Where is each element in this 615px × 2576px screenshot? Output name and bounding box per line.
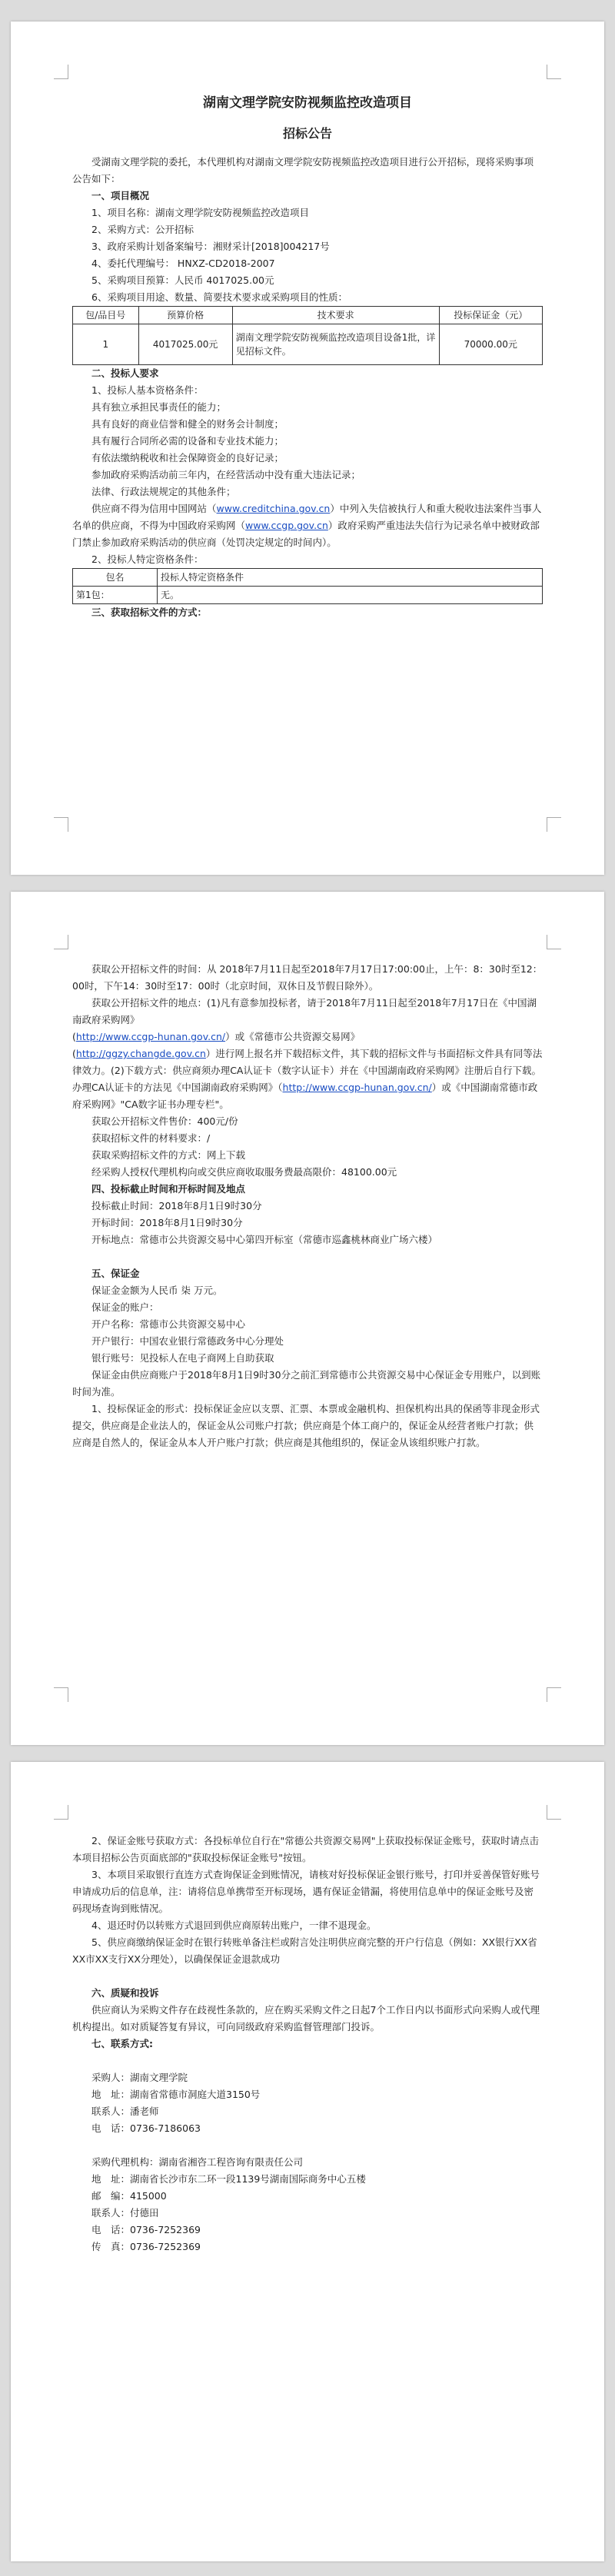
table-row — [73, 324, 543, 365]
page-corner-mark — [54, 1687, 68, 1702]
page-corner-mark — [547, 65, 561, 79]
creditchina-link[interactable]: www.creditchina.gov.cn — [216, 503, 331, 514]
page-corner-mark — [547, 1805, 561, 1820]
table-row — [73, 587, 543, 604]
bid-deadline: 投标截止时间：2018年8月1日9时30分 — [91, 1200, 262, 1212]
deposit-note-2: 2、保证金账号获取方式：各投标单位自行在"常德公共资源交易网"上获取投标保证金账号，获取时请点击本项目招标公告页面底部的"获取投标保证金账号"按钮。 — [72, 1835, 539, 1863]
agent-contact: 电 话：0736-7252369 — [91, 2224, 201, 2235]
document-title: 湖南文理学院安防视频监控改造项目 — [203, 95, 412, 111]
acquire-time: 获取公开招标文件的时间：从 2018年7月11日起至2018年7月17日17:00:00止，上午：8：30时至12：00时，下午14：30时至17：00时（北京时间，双休日及节假日除外）。 — [72, 963, 543, 992]
table-header: 投标人特定资格条件 — [157, 569, 542, 587]
table-cell: 第1包： — [73, 587, 158, 604]
document-page-1 — [11, 22, 604, 875]
buyer-contact: 联系人：潘老师 — [91, 2106, 159, 2117]
page-corner-mark — [54, 1805, 68, 1820]
section-heading: 四、投标截止时间和开标时间及地点 — [91, 1183, 246, 1195]
requirement-item: 有依法缴纳税收和社会保障资金的良好记录； — [91, 452, 284, 464]
requirement-heading: 2、投标人特定资格条件： — [91, 553, 204, 565]
section-heading: 二、投标人要求 — [91, 367, 159, 379]
buyer-contact: 电 话：0736-7186063 — [91, 2122, 201, 2134]
requirement-item: 法律、行政法规规定的其他条件； — [91, 486, 236, 497]
table-header: 包/品目号 — [73, 307, 139, 324]
changde-ggzy-link[interactable]: http://ggzy.changde.gov.cn — [75, 1048, 206, 1059]
complaint-paragraph: 供应商认为采购文件存在歧视性条款的，应在购买采购文件之日起7个工作日内以书面形式向采购人或代理机构提出。如对质疑答复有异议，可向同级政府采购监督管理部门投诉。 — [72, 2004, 540, 2033]
acquire-place: 获取公开招标文件的地点：(1)凡有意参加投标者，请于2018年7月11日起至2018年7月17日在《中国湖南政府采购网》 (http://www.ccgp-hunan.gov.cn/）或《常德市公共资源交易网》 (http://ggzy.changde.gov.cn）进行网上报名并下载招标文件，其下载的招标文件与书面招标文件具有同等法律效力。(2)下载方式：供应商须办理CA认证卡（数字认证卡）并在《中国湖南政府采购网》注册后自行下载。办理CA认证卡的方法见《中国湖南政府采购网》（http://www.ccgp-hunan.gov.cn/）或《中国湖南常德市政府采购网》"CA数字证书办理专栏"。 — [72, 997, 543, 1110]
overview-item: 3、政府采购计划备案编号：湘财采计[2018]004217号 — [91, 241, 330, 252]
page-corner-mark — [547, 817, 561, 832]
hunan-ccgp-link-2[interactable]: http://www.ccgp-hunan.gov.cn/ — [282, 1082, 432, 1093]
table-cell: 70000.00元 — [439, 324, 542, 365]
service-fee-limit: 经采购人授权代理机构向或交供应商收取服务费最高限价：48100.00元 — [91, 1166, 397, 1178]
account-bank: 开户银行：中国农业银行常德政务中心分理处 — [91, 1335, 284, 1347]
page-corner-mark — [54, 65, 68, 79]
table-header: 预算价格 — [138, 307, 232, 324]
deposit-note-5: 5、供应商缴纳保证金时在银行转账单备注栏或附言处注明供应商完整的开户行信息（例如：XX银行XX省XX市XX支行XX分理处），以确保保证金退款成功 — [72, 1936, 537, 1965]
deposit-form: 1、投标保证金的形式：投标保证金应以支票、汇票、本票或金融机构、担保机构出具的保函等非现金形式提交，供应商是企业法人的，保证金从公司账户打款；供应商是个体工商户的，保证金从经营者账户打款；供应商是自然人的，保证金从本人开户账户打款；供应商是其他组织的，保证金从该组织账户打款。 — [72, 1403, 540, 1448]
qualification-table — [72, 568, 543, 604]
table-header: 包名 — [73, 569, 158, 587]
requirement-item: 具有履行合同所必需的设备和专业技术能力； — [91, 435, 284, 447]
requirement-item: 具有独立承担民事责任的能力； — [91, 401, 227, 413]
doc-price: 获取公开招标文件售价：400元/份 — [91, 1115, 238, 1127]
page-corner-mark — [54, 935, 68, 949]
section-heading: 三、获取招标文件的方式： — [91, 607, 208, 618]
section-heading: 六、质疑和投诉 — [91, 1987, 159, 1999]
credit-paragraph: 供应商不得为信用中国网站（www.creditchina.gov.cn）中列入失信被执行人和重大税收违法案件当事人名单的供应商，不得为中国政府采购网（www.ccgp.gov.cn）政府采购严重违法失信行为记录名单中被财政部门禁止参加政府采购活动的供应商（处罚决定规定的时间内）。 — [72, 503, 542, 548]
deposit-note-3: 3、本项目采取银行直连方式查询保证金到账情况，请核对好投标保证金银行账号，打印并妥善保管好账号申请成功后的信息单，注：请将信息单携带至开标现场，遇有保证金错漏，将使用信息单中的保证金账号及密码现场查询到账情况。 — [72, 1869, 540, 1914]
hunan-ccgp-link[interactable]: http://www.ccgp-hunan.gov.cn/ — [75, 1031, 226, 1042]
document-page-2 — [11, 892, 604, 1745]
doc-material: 获取招标文件的材料要求：/ — [91, 1132, 211, 1144]
requirement-item: 具有良好的商业信誉和健全的财务会计制度； — [91, 418, 284, 430]
requirement-item: 参加政府采购活动前三年内，在经营活动中没有重大违法记录； — [91, 469, 361, 480]
open-place: 开标地点：常德市公共资源交易中心第四开标室（常德市巡鑫桃林商业广场六楼） — [91, 1234, 438, 1245]
section-heading: 五、保证金 — [91, 1268, 140, 1279]
requirement-heading: 1、投标人基本资格条件： — [91, 384, 204, 396]
table-cell: 湖南文理学院安防视频监控改造项目设备1批，详见招标文件。 — [232, 324, 439, 365]
buyer-contact: 采购人：湖南文理学院 — [91, 2072, 188, 2083]
package-table — [72, 306, 543, 365]
page-corner-mark — [547, 935, 561, 949]
doc-method: 获取采购招标文件的方式：网上下载 — [91, 1149, 246, 1161]
document-subtitle: 招标公告 — [282, 126, 332, 141]
deposit-note-4: 4、退还时仍以转账方式退回到供应商原转出账户，一律不退现金。 — [91, 1920, 377, 1931]
intro-paragraph: 受湖南文理学院的委托，本代理机构对湖南文理学院安防视频监控改造项目进行公开招标，现将采购事项公告如下： — [72, 156, 534, 184]
overview-item: 4、委托代理编号： HNXZ-CD2018-2007 — [91, 258, 275, 269]
table-cell: 无。 — [157, 587, 542, 604]
deposit-amount: 保证金金额为人民币 柒 万元。 — [91, 1285, 223, 1296]
overview-item: 6、采购项目用途、数量、简要技术要求或采购项目的性质： — [91, 291, 347, 303]
open-time: 开标时间：2018年8月1日9时30分 — [91, 1217, 243, 1228]
agent-contact: 采购代理机构：湖南省湘咨工程咨询有限责任公司 — [91, 2156, 304, 2168]
account-name: 开户名称：常德市公共资源交易中心 — [91, 1318, 246, 1330]
overview-item: 5、采购项目预算：人民币 4017025.00元 — [91, 274, 274, 286]
section-heading: 一、项目概况 — [91, 190, 150, 201]
document-page-3 — [11, 1762, 604, 2561]
buyer-contact: 地 址：湖南省常德市洞庭大道3150号 — [91, 2089, 261, 2100]
deposit-time: 保证金由供应商账户于2018年8月1日9时30分之前汇到常德市公共资源交易中心保证金专用账户，以到账时间为准。 — [72, 1369, 541, 1398]
account-number: 银行账号：见投标人在电子商网上自助获取 — [91, 1352, 274, 1364]
ccgp-link[interactable]: www.ccgp.gov.cn — [245, 520, 328, 531]
overview-item: 1、项目名称：湖南文理学院安防视频监控改造项目 — [91, 207, 309, 218]
agent-contact: 联系人：付德田 — [91, 2207, 159, 2219]
table-header: 技术要求 — [232, 307, 439, 324]
overview-item: 2、采购方式：公开招标 — [91, 224, 194, 235]
table-header: 投标保证金（元） — [439, 307, 542, 324]
table-cell: 4017025.00元 — [138, 324, 232, 365]
agent-contact: 传 真：0736-7252369 — [91, 2241, 201, 2252]
page-corner-mark — [54, 817, 68, 832]
section-heading: 七、联系方式: — [91, 2038, 153, 2049]
page-corner-mark — [547, 1687, 561, 1702]
agent-contact: 邮 编：415000 — [91, 2190, 167, 2202]
deposit-account: 保证金的账户： — [91, 1301, 159, 1313]
agent-contact: 地 址：湖南省长沙市东二环一段1139号湖南国际商务中心五楼 — [91, 2173, 366, 2185]
table-cell: 1 — [73, 324, 139, 365]
